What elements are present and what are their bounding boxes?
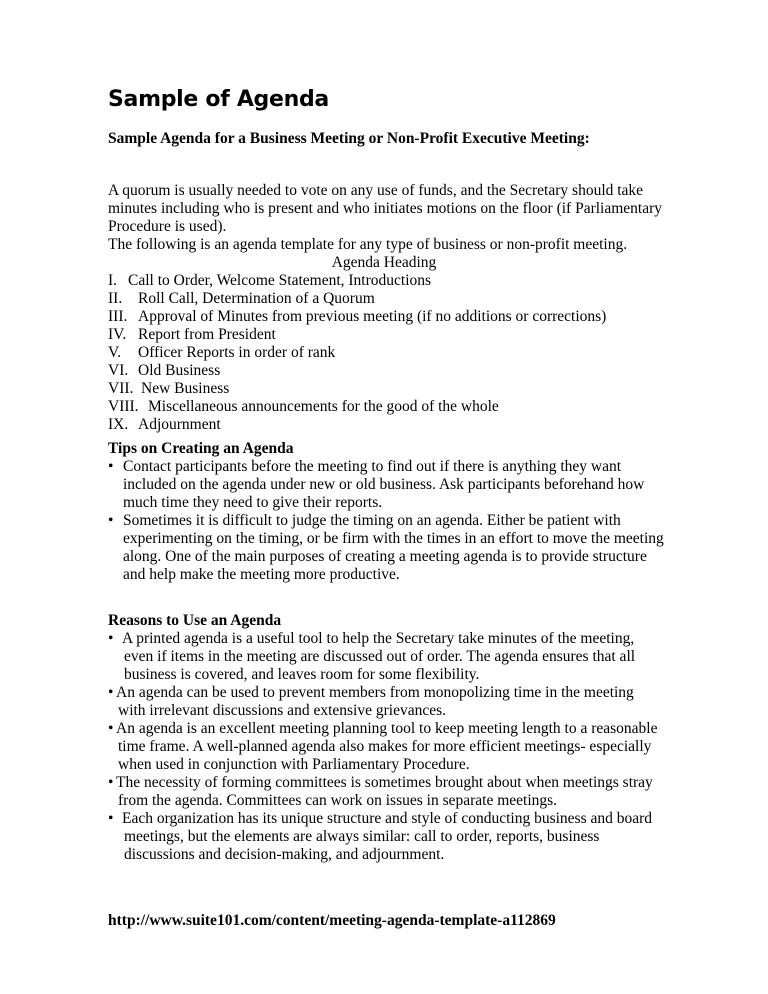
reason-item	[108, 810, 708, 864]
template-line: The following is an agenda template for any type of business or non-profit meeting.	[108, 236, 628, 253]
bullet-icon: •	[108, 810, 114, 827]
reason-line: An agenda can be used to prevent members from monopolizing time in the meeting	[116, 684, 634, 701]
tip-item	[108, 512, 708, 584]
intro-line: A quorum is usually needed to vote on any use of funds, and the Secretary should take	[108, 182, 644, 199]
agenda-item-number: VI.	[108, 362, 129, 379]
document-subtitle: Sample Agenda for a Business Meeting or Non-Profit Executive Meeting:	[108, 130, 590, 147]
agenda-item-text: New Business	[141, 380, 230, 397]
agenda-item-number: IX.	[108, 416, 129, 433]
tip-line: and help make the meeting more productive.	[123, 566, 400, 583]
tip-line: Sometimes it is difficult to judge the timing on an agenda. Either be patient with	[123, 512, 621, 529]
reasons-list	[108, 630, 708, 864]
tip-line: included on the agenda under new or old business. Ask participants beforehand how	[123, 476, 645, 493]
agenda-item-number: IV.	[108, 326, 127, 343]
agenda-item-text: Old Business	[138, 362, 221, 379]
reason-line: meetings, but the elements are always similar: call to order, reports, business	[124, 828, 600, 845]
bullet-icon: •	[108, 458, 114, 475]
reason-item	[108, 684, 708, 720]
reason-line: business is covered, and leaves room for some flexibility.	[124, 666, 480, 683]
bullet-icon: •	[108, 774, 114, 791]
agenda-item-number: II.	[108, 290, 123, 307]
agenda-item-number: V.	[108, 344, 122, 361]
reasons-heading: Reasons to Use an Agenda	[108, 612, 282, 629]
intro-paragraph	[108, 182, 688, 236]
source-link[interactable]: http://www.suite101.com/content/meeting-agenda-template-a112869	[108, 912, 556, 929]
tip-line: along. One of the main purposes of creating a meeting agenda is to provide structure	[123, 548, 647, 565]
reason-line: from the agenda. Committees can work on issues in separate meetings.	[118, 792, 558, 809]
tip-item	[108, 458, 708, 512]
template-paragraph	[108, 236, 688, 254]
reason-line: An agenda is an excellent meeting planning tool to keep meeting length to a reasonable	[116, 720, 658, 737]
bullet-icon: •	[108, 720, 114, 737]
agenda-item-text: Approval of Minutes from previous meeting (if no additions or corrections)	[138, 308, 607, 325]
agenda-item-number: III.	[108, 308, 128, 325]
agenda-item-text: Call to Order, Welcome Statement, Introductions	[128, 272, 432, 289]
agenda-item-text: Miscellaneous announcements for the good of the whole	[148, 398, 499, 415]
reason-line: time frame. A well-planned agenda also makes for more efficient meetings- especially	[118, 738, 652, 755]
tip-line: experimenting on the timing, or be firm with the times in an effort to move the meeting	[123, 530, 664, 547]
tips-heading: Tips on Creating an Agenda	[108, 440, 294, 457]
tip-line: Contact participants before the meeting to find out if there is anything they want	[123, 458, 622, 475]
page-title: Sample of Agenda	[108, 87, 329, 112]
tips-list	[108, 458, 708, 584]
reason-item	[108, 720, 708, 774]
agenda-item-text: Report from President	[138, 326, 276, 343]
agenda-item-number: I.	[108, 272, 118, 289]
reason-line: even if items in the meeting are discussed out of order. The agenda ensures that all	[124, 648, 636, 665]
agenda-item-number: VIII.	[108, 398, 139, 415]
bullet-icon: •	[108, 630, 114, 647]
bullet-icon: •	[108, 512, 114, 529]
agenda-item-number: VII.	[108, 380, 134, 397]
reason-line: discussions and decision-making, and adjournment.	[124, 846, 445, 863]
agenda-item-text: Officer Reports in order of rank	[138, 344, 336, 361]
reason-line: Each organization has its unique structure and style of conducting business and board	[122, 810, 653, 827]
reason-line: when used in conjunction with Parliamentary Procedure.	[118, 756, 470, 773]
tip-line: much time they need to give their reports.	[123, 494, 383, 511]
reason-line: with irrelevant discussions and extensive grievances.	[118, 702, 446, 719]
reason-line: The necessity of forming committees is sometimes brought about when meetings stray	[116, 774, 653, 791]
reason-item	[108, 630, 708, 684]
reason-item	[108, 774, 708, 810]
reason-line: A printed agenda is a useful tool to help the Secretary take minutes of the meeting,	[122, 630, 635, 647]
bullet-icon: •	[108, 684, 114, 701]
intro-line: minutes including who is present and who initiates motions on the floor (if Parliamentary	[108, 200, 663, 217]
agenda-item-text: Adjournment	[138, 416, 221, 433]
agenda-heading: Agenda Heading	[331, 254, 437, 271]
intro-line: Procedure is used).	[108, 218, 227, 235]
agenda-item-text: Roll Call, Determination of a Quorum	[138, 290, 375, 307]
